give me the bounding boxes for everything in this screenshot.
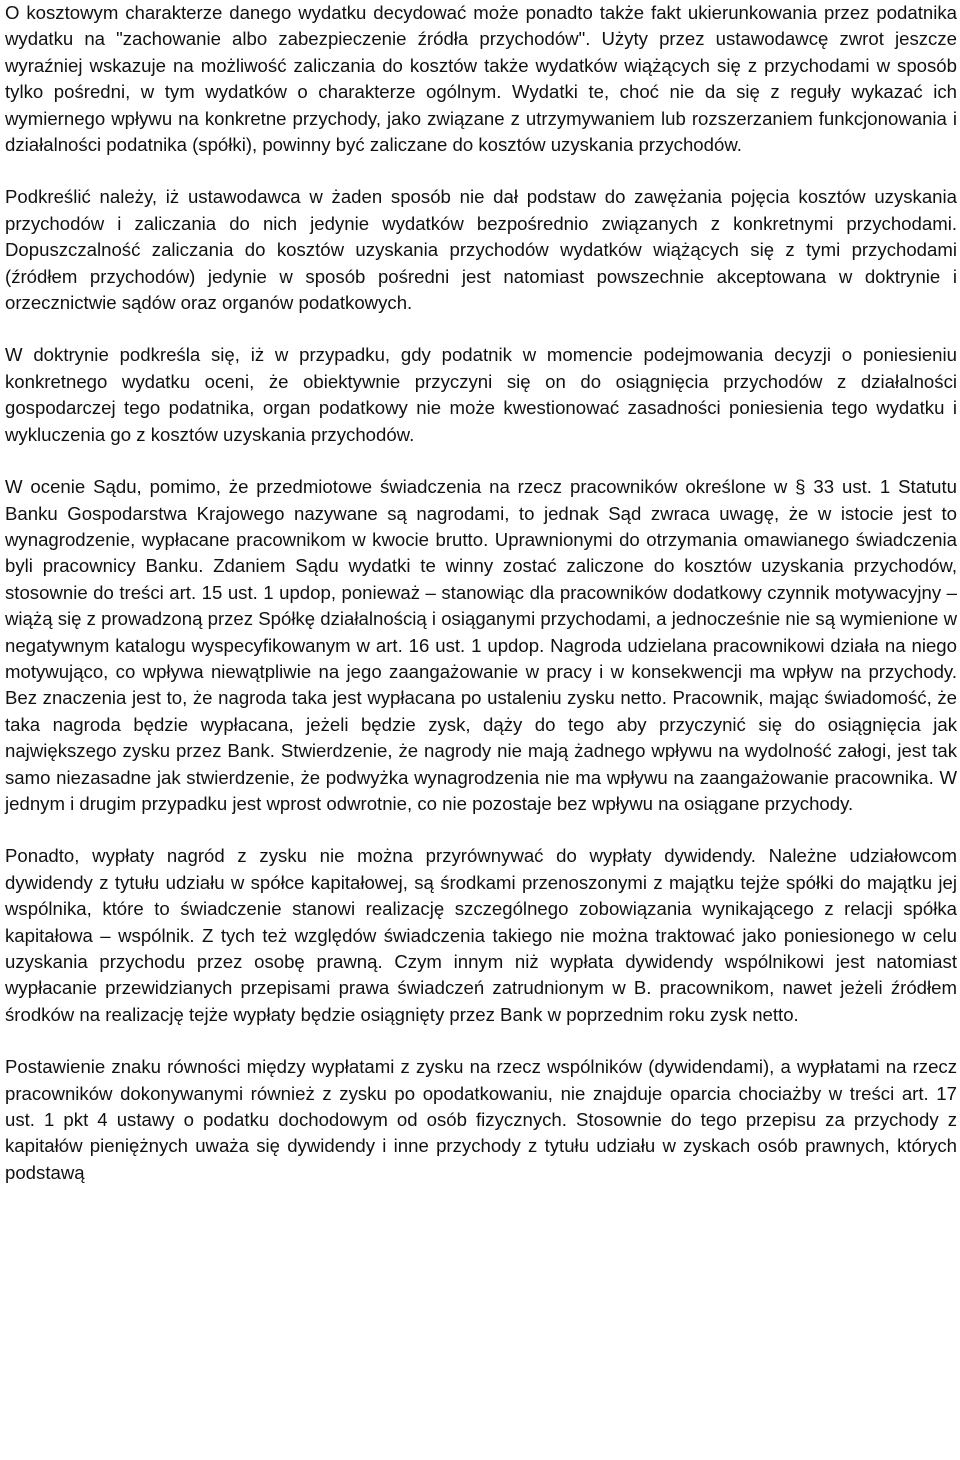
paragraph-dividend-comparison: Ponadto, wypłaty nagród z zysku nie można przyrównywać do wypłaty dywidendy. Należne udziałowcom dywidendy z tytułu udziału w spółce kapitałowej, są środkami przenoszonymi z majątku tejże spółki do majątku jej wspólnika, które to świadczenie stanowi realizację szczególnego zobowiązania wynikającego z relacji spółka kapitałowa – wspólnik. Z tych też względów świadczenia takiego nie można traktować jako poniesionego w celu uzyskania przychodu przez osobę prawną. Czym innym niż wypłata dywidendy wspólnikowi jest natomiast wypłacanie przewidzianych przepisami prawa świadczeń zatrudnionym w B. pracownikom, nawet jeżeli źródłem środków na realizację tejże wypłaty będzie osiągnięty przez Bank w poprzednim roku zysk netto. bbox=[5, 845, 957, 1025]
document-page bbox=[5, 0, 957, 1186]
paragraph-legislator-emphasis: Podkreślić należy, iż ustawodawca w żaden sposób nie dał podstaw do zawężania pojęcia kosztów uzyskania przychodów i zaliczania do nich jedynie wydatków bezpośrednio związanych z konkretnymi przychodami. Dopuszczalność zaliczania do kosztów uzyskania przychodów wydatków wiążących się z tymi przychodami (źródłem przychodów) jedynie w sposób pośredni jest natomiast powszechnie akceptowana w doktrynie i orzecznictwie sądów oraz organów podatkowych. bbox=[5, 186, 957, 314]
paragraph-equality-sign: Postawienie znaku równości między wypłatami z zysku na rzecz wspólników (dywidendami), a wypłatami na rzecz pracowników dokonywanymi również z zysku po opodatkowaniu, nie znajduje oparcia chociażby w treści art. 17 ust. 1 pkt 4 ustawy o podatku dochodowym od osób fizycznych. Stosownie do tego przepisu za przychody z kapitałów pieniężnych uważa się dywidendy i inne przychody z tytułu udziału w zyskach osób prawnych, których podstawą bbox=[5, 1056, 957, 1183]
paragraph-court-opinion: W ocenie Sądu, pomimo, że przedmiotowe świadczenia na rzecz pracowników określone w § 33 ust. 1 Statutu Banku Gospodarstwa Krajowego nazywane są nagrodami, to jednak Sąd zwraca uwagę, że w istocie jest to wynagrodzenie, wypłacane pracownikom w kwocie brutto. Uprawnionymi do otrzymania omawianego świadczenia byli pracownicy Banku. Zdaniem Sądu wydatki te winny zostać zaliczone do kosztów uzyskania przychodów, stosownie do treści art. 15 ust. 1 updop, ponieważ – stanowiąc dla pracowników dodatkowy czynnik motywacyjny – wiążą się z prowadzoną przez Spółkę działalnością i osiąganymi przychodami, a jednocześnie nie są wymienione w negatywnym katalogu wyspecyfikowanym w art. 16 ust. 1 updop. Nagroda udzielana pracownikowi działa na niego motywująco, co wpływa niewątpliwie na jego zaangażowanie w pracy i w konsekwencji ma wpływ na przychody. Bez znaczenia jest to, że nagroda taka jest wypłacana po ustaleniu zysku netto. Pracownik, mając świadomość, że taka nagroda będzie wypłacana, jeżeli będzie zysk, dąży do tego aby przyczynić się do osiągnięcia jak największego zysku przez Bank. Stwierdzenie, że nagrody nie mają żadnego wpływu na wydolność załogi, jest tak samo niezasadne jak stwierdzenie, że podwyżka wynagrodzenia nie ma wpływu na zaangażowanie pracownika. W jednym i drugim przypadku jest wprost odwrotnie, co nie pozostaje bez wpływu na osiągane przychody. bbox=[5, 476, 957, 814]
paragraph-cost-character: O kosztowym charakterze danego wydatku decydować może ponadto także fakt ukierunkowania przez podatnika wydatku na "zachowanie albo zabezpieczenie źródła przychodów". Użyty przez ustawodawcę zwrot jeszcze wyraźniej wskazuje na możliwość zaliczania do kosztów także wydatków wiążących się z przychodami w sposób tylko pośredni, w tym wydatków o charakterze ogólnym. Wydatki te, choć nie da się z reguły wykazać ich wymiernego wpływu na konkretne przychody, jako związane z utrzymywaniem lub rozszerzaniem funkcjonowania i działalności podatnika (spółki), powinny być zaliczane do kosztów uzyskania przychodów. bbox=[5, 2, 957, 156]
paragraph-doctrine: W doktrynie podkreśla się, iż w przypadku, gdy podatnik w momencie podejmowania decyzji o poniesieniu konkretnego wydatku oceni, że obiektywnie przyczyni się on do osiągnięcia przychodów z działalności gospodarczej tego podatnika, organ podatkowy nie może kwestionować zasadności poniesienia tego wydatku i wykluczenia go z kosztów uzyskania przychodów. bbox=[5, 344, 957, 445]
